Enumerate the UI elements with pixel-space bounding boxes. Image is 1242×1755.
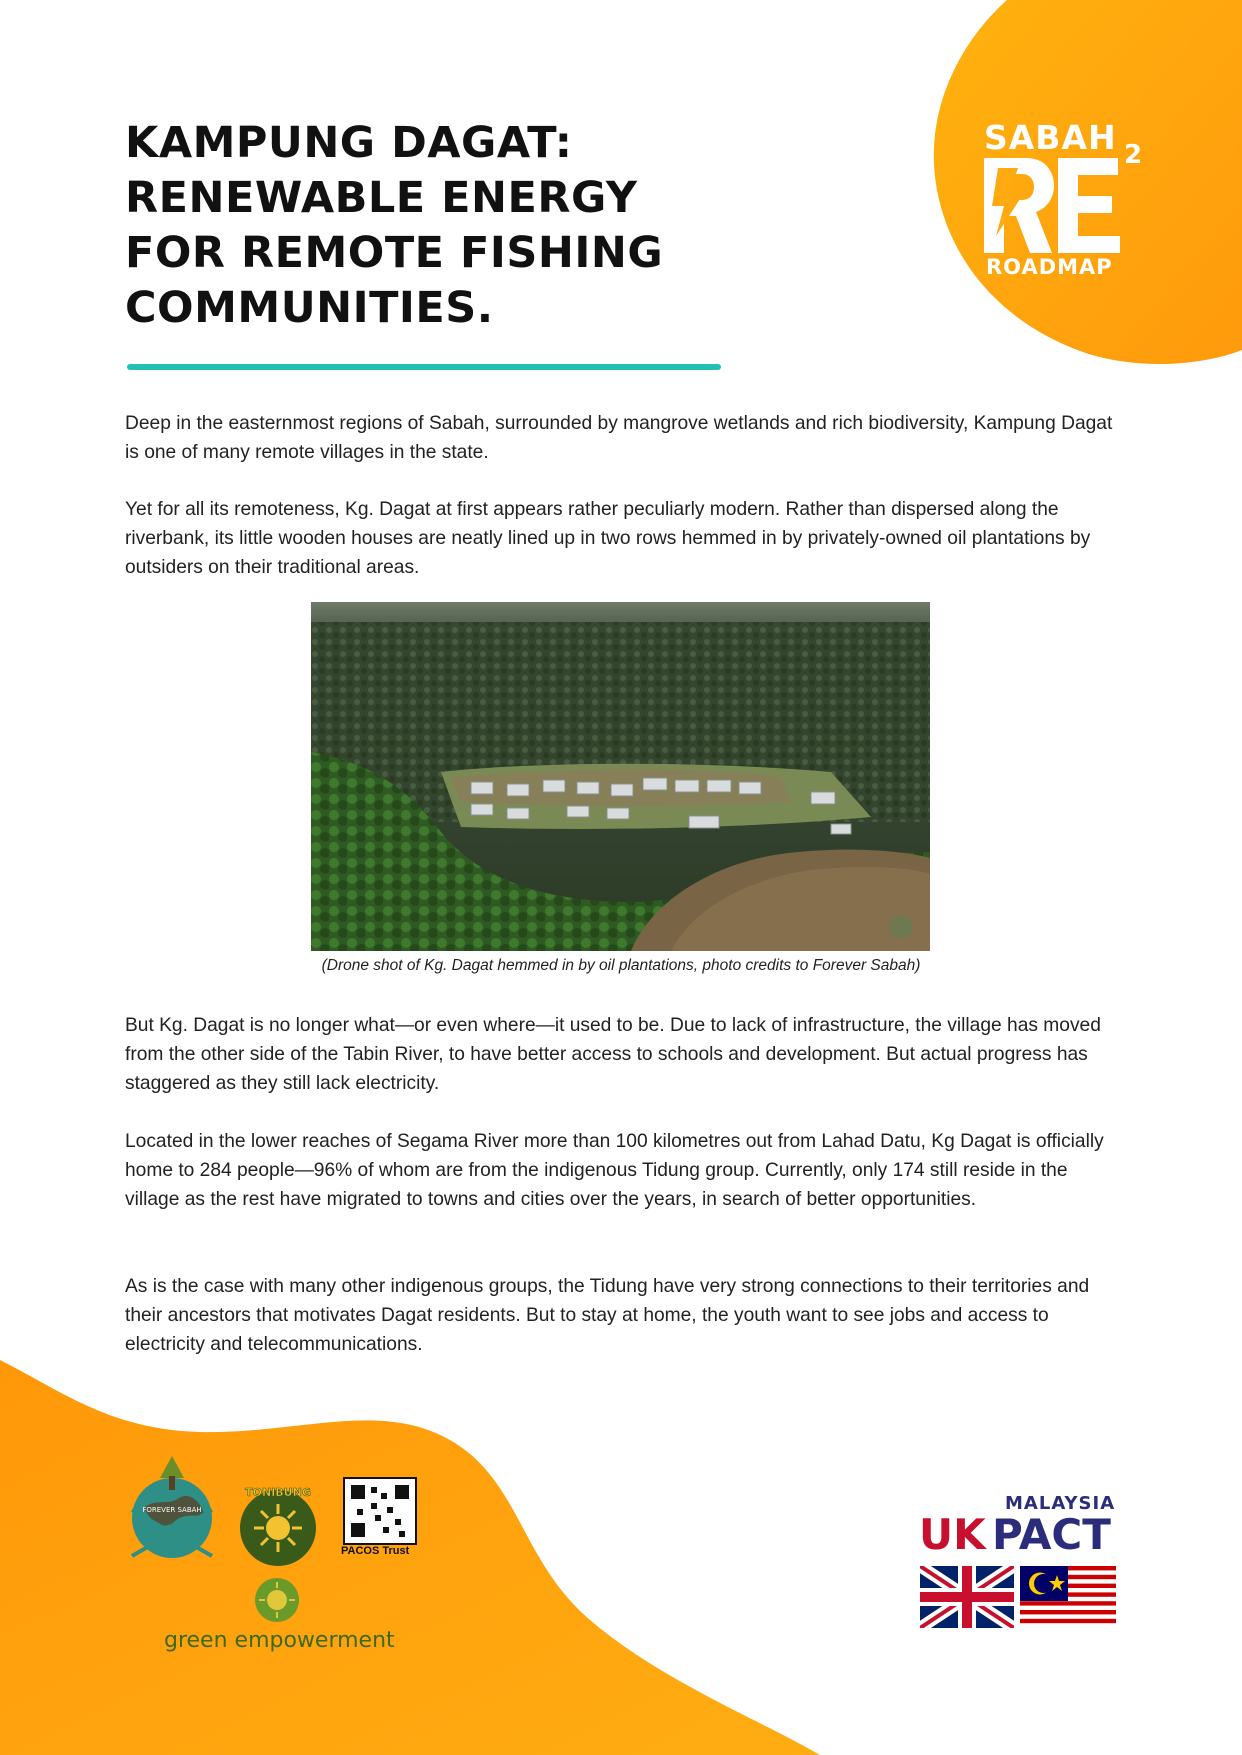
forever-sabah-text: FOREVER SABAH — [142, 1506, 202, 1514]
uk-pact-uk-text: UK — [919, 1510, 986, 1559]
paragraph-4: Located in the lower reaches of Segama River more than 100 kilometres out from Lahad Datu, Kg Dagat is officially home to 284 people—96% of whom are from the indigenous Tidung group. Currently, only 174 still reside in the village as the rest have migrated to towns and cities over the years, in search of better opportunities. — [125, 1131, 1104, 1210]
title-line-2: RENEWABLE ENERGY — [125, 173, 638, 223]
malaysia-flag-icon — [1020, 1566, 1116, 1628]
sabah-re-roadmap-logo — [984, 118, 1154, 283]
title-line-1: KAMPUNG DAGAT: — [125, 118, 573, 168]
uk-pact-malaysia-text: MALAYSIA — [1005, 1493, 1116, 1514]
logo-re-mark — [984, 158, 1124, 253]
pacos-trust-label: PACOS Trust — [341, 1545, 410, 1557]
logo-sabah-text: SABAH — [984, 118, 1117, 157]
title-line-3: FOR REMOTE FISHING — [125, 228, 664, 278]
photo-caption: (Drone shot of Kg. Dagat hemmed in by oil plantations, photo credits to Forever Sabah) — [321, 957, 921, 974]
tonibung-text: TONIBUNG — [245, 1486, 311, 1499]
pacos-trust-logo — [343, 1477, 417, 1545]
tonibung-logo — [236, 1482, 320, 1566]
logo-roadmap-text: ROADMAP — [986, 255, 1113, 279]
paragraph-3: But Kg. Dagat is no longer what—or even where—it used to be. Due to lack of infrastructure, the village has moved from the other side of the Tabin River, to have better access to schools and development. But actual progress has staggered as they still lack electricity. — [125, 1015, 1101, 1094]
title-divider — [127, 364, 721, 370]
page-title — [125, 116, 745, 336]
paragraph-5: As is the case with many other indigenous groups, the Tidung have very strong connections to their territories and their ancestors that motivates Dagat residents. But to stay at home, the youth want to see jobs and access to electricity and telecommunications. — [125, 1276, 1090, 1355]
drone-photo — [311, 602, 930, 951]
uk-pact-pact-text: PACT — [992, 1510, 1111, 1559]
paragraph-2: Yet for all its remoteness, Kg. Dagat at first appears rather peculiarly modern. Rather than dispersed along the riverbank, its little wooden houses are neatly lined up in two rows hemmed in by privately-owned oil plantations by outsiders on their traditional areas. — [125, 499, 1091, 578]
uk-flag-icon — [920, 1566, 1014, 1628]
paragraph-1: Deep in the easternmost regions of Sabah, surrounded by mangrove wetlands and rich biodiversity, Kampung Dagat is one of many remote villages in the state. — [125, 413, 1113, 463]
green-empowerment-icon — [250, 1576, 304, 1624]
title-line-4: COMMUNITIES. — [125, 283, 494, 333]
green-empowerment-label: green empowerment — [164, 1628, 395, 1653]
forever-sabah-logo — [124, 1448, 220, 1563]
logo-superscript: 2 — [1124, 140, 1143, 170]
